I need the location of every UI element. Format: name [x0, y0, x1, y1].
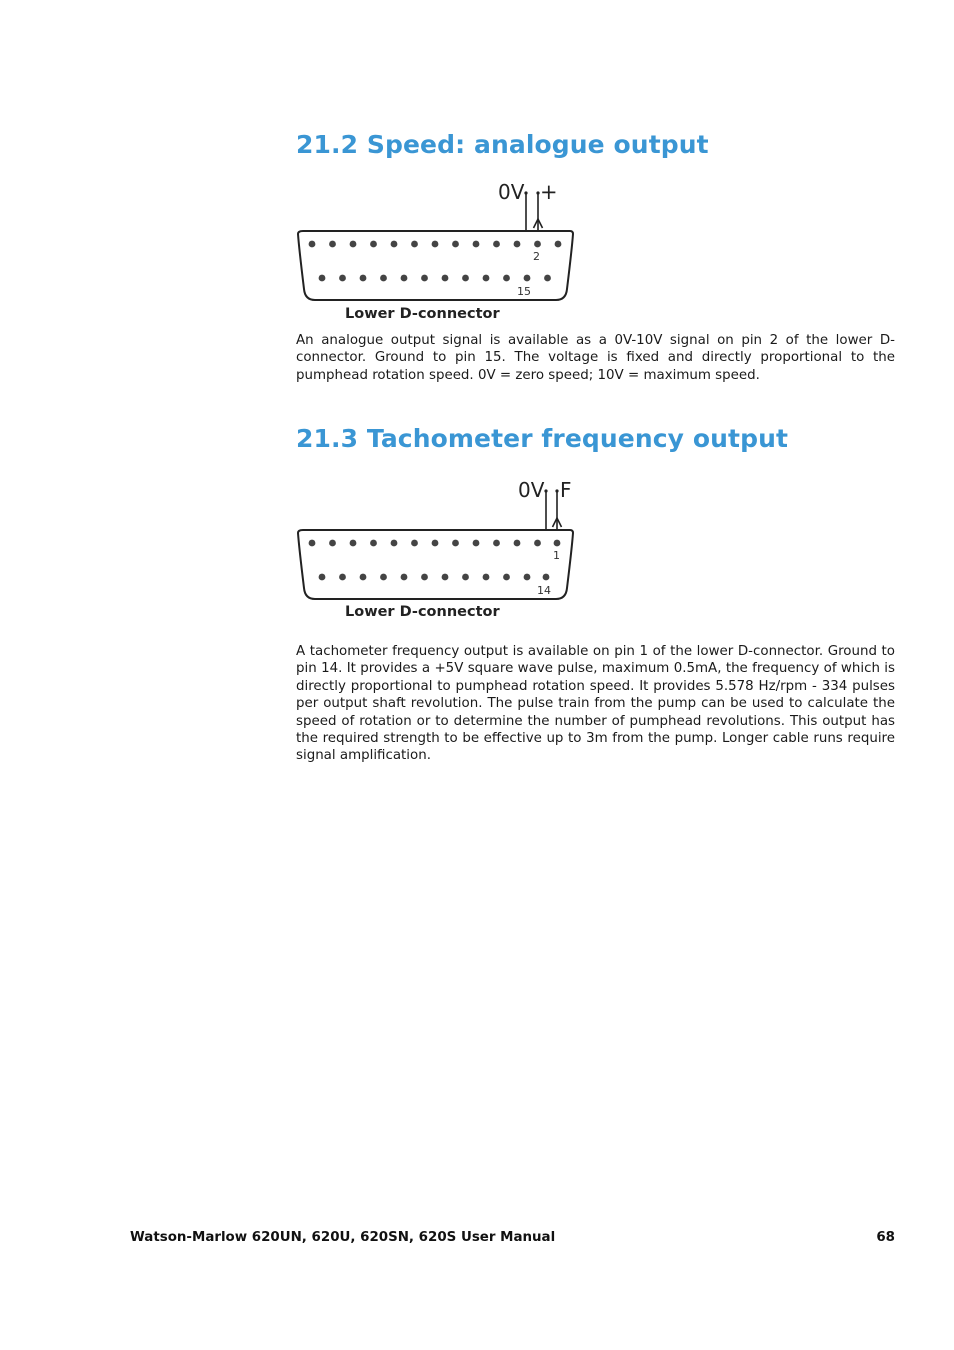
frequency-label: F	[560, 478, 572, 502]
bottom-pin-number: 14	[537, 584, 551, 597]
connector-caption: Lower D-connector	[345, 306, 500, 322]
top-pin-number: 2	[533, 250, 540, 263]
signal-label: +	[540, 180, 558, 204]
ground-label: 0V	[498, 180, 525, 204]
analogue-output-description: An analogue output signal is available as a 0V-10V signal on pin 2 of the lower D-connector. Ground to pin 15. The voltage is fixed and directly proportional to the pumphead rotation speed. 0V = zero speed; 10V = maximum speed.	[296, 333, 895, 383]
section-heading-speed-analogue-output: 21.2 Speed: analogue output	[296, 130, 709, 159]
ground-label: 0V	[518, 478, 545, 502]
d-connector-diagram-tachometer	[290, 476, 590, 626]
d-connector-diagram-analogue	[290, 176, 590, 326]
connector-caption: Lower D-connector	[345, 604, 500, 620]
top-pin-number: 1	[553, 549, 560, 562]
bottom-pin-number: 15	[517, 285, 531, 298]
tachometer-output-description: A tachometer frequency output is available on pin 1 of the lower D-connector. Ground to pin 14. It provides a +5V square wave pulse, maximum 0.5mA, the frequency of which is directly proportional to pumphead rotation speed. It provides 5.578 Hz/rpm - 334 pulses per output shaft revolution. The pulse train from the pump can be used to calculate the speed of rotation or to determine the number of pumphead revolutions. This output has the required strength to be effective up to 3m from the pump. Longer cable runs require signal amplification.	[296, 644, 895, 764]
section-heading-tachometer-frequency-output: 21.3 Tachometer frequency output	[296, 424, 789, 453]
footer-page-number: 68	[876, 1230, 895, 1245]
footer-manual-title: Watson-Marlow 620UN, 620U, 620SN, 620S User Manual	[130, 1230, 556, 1245]
